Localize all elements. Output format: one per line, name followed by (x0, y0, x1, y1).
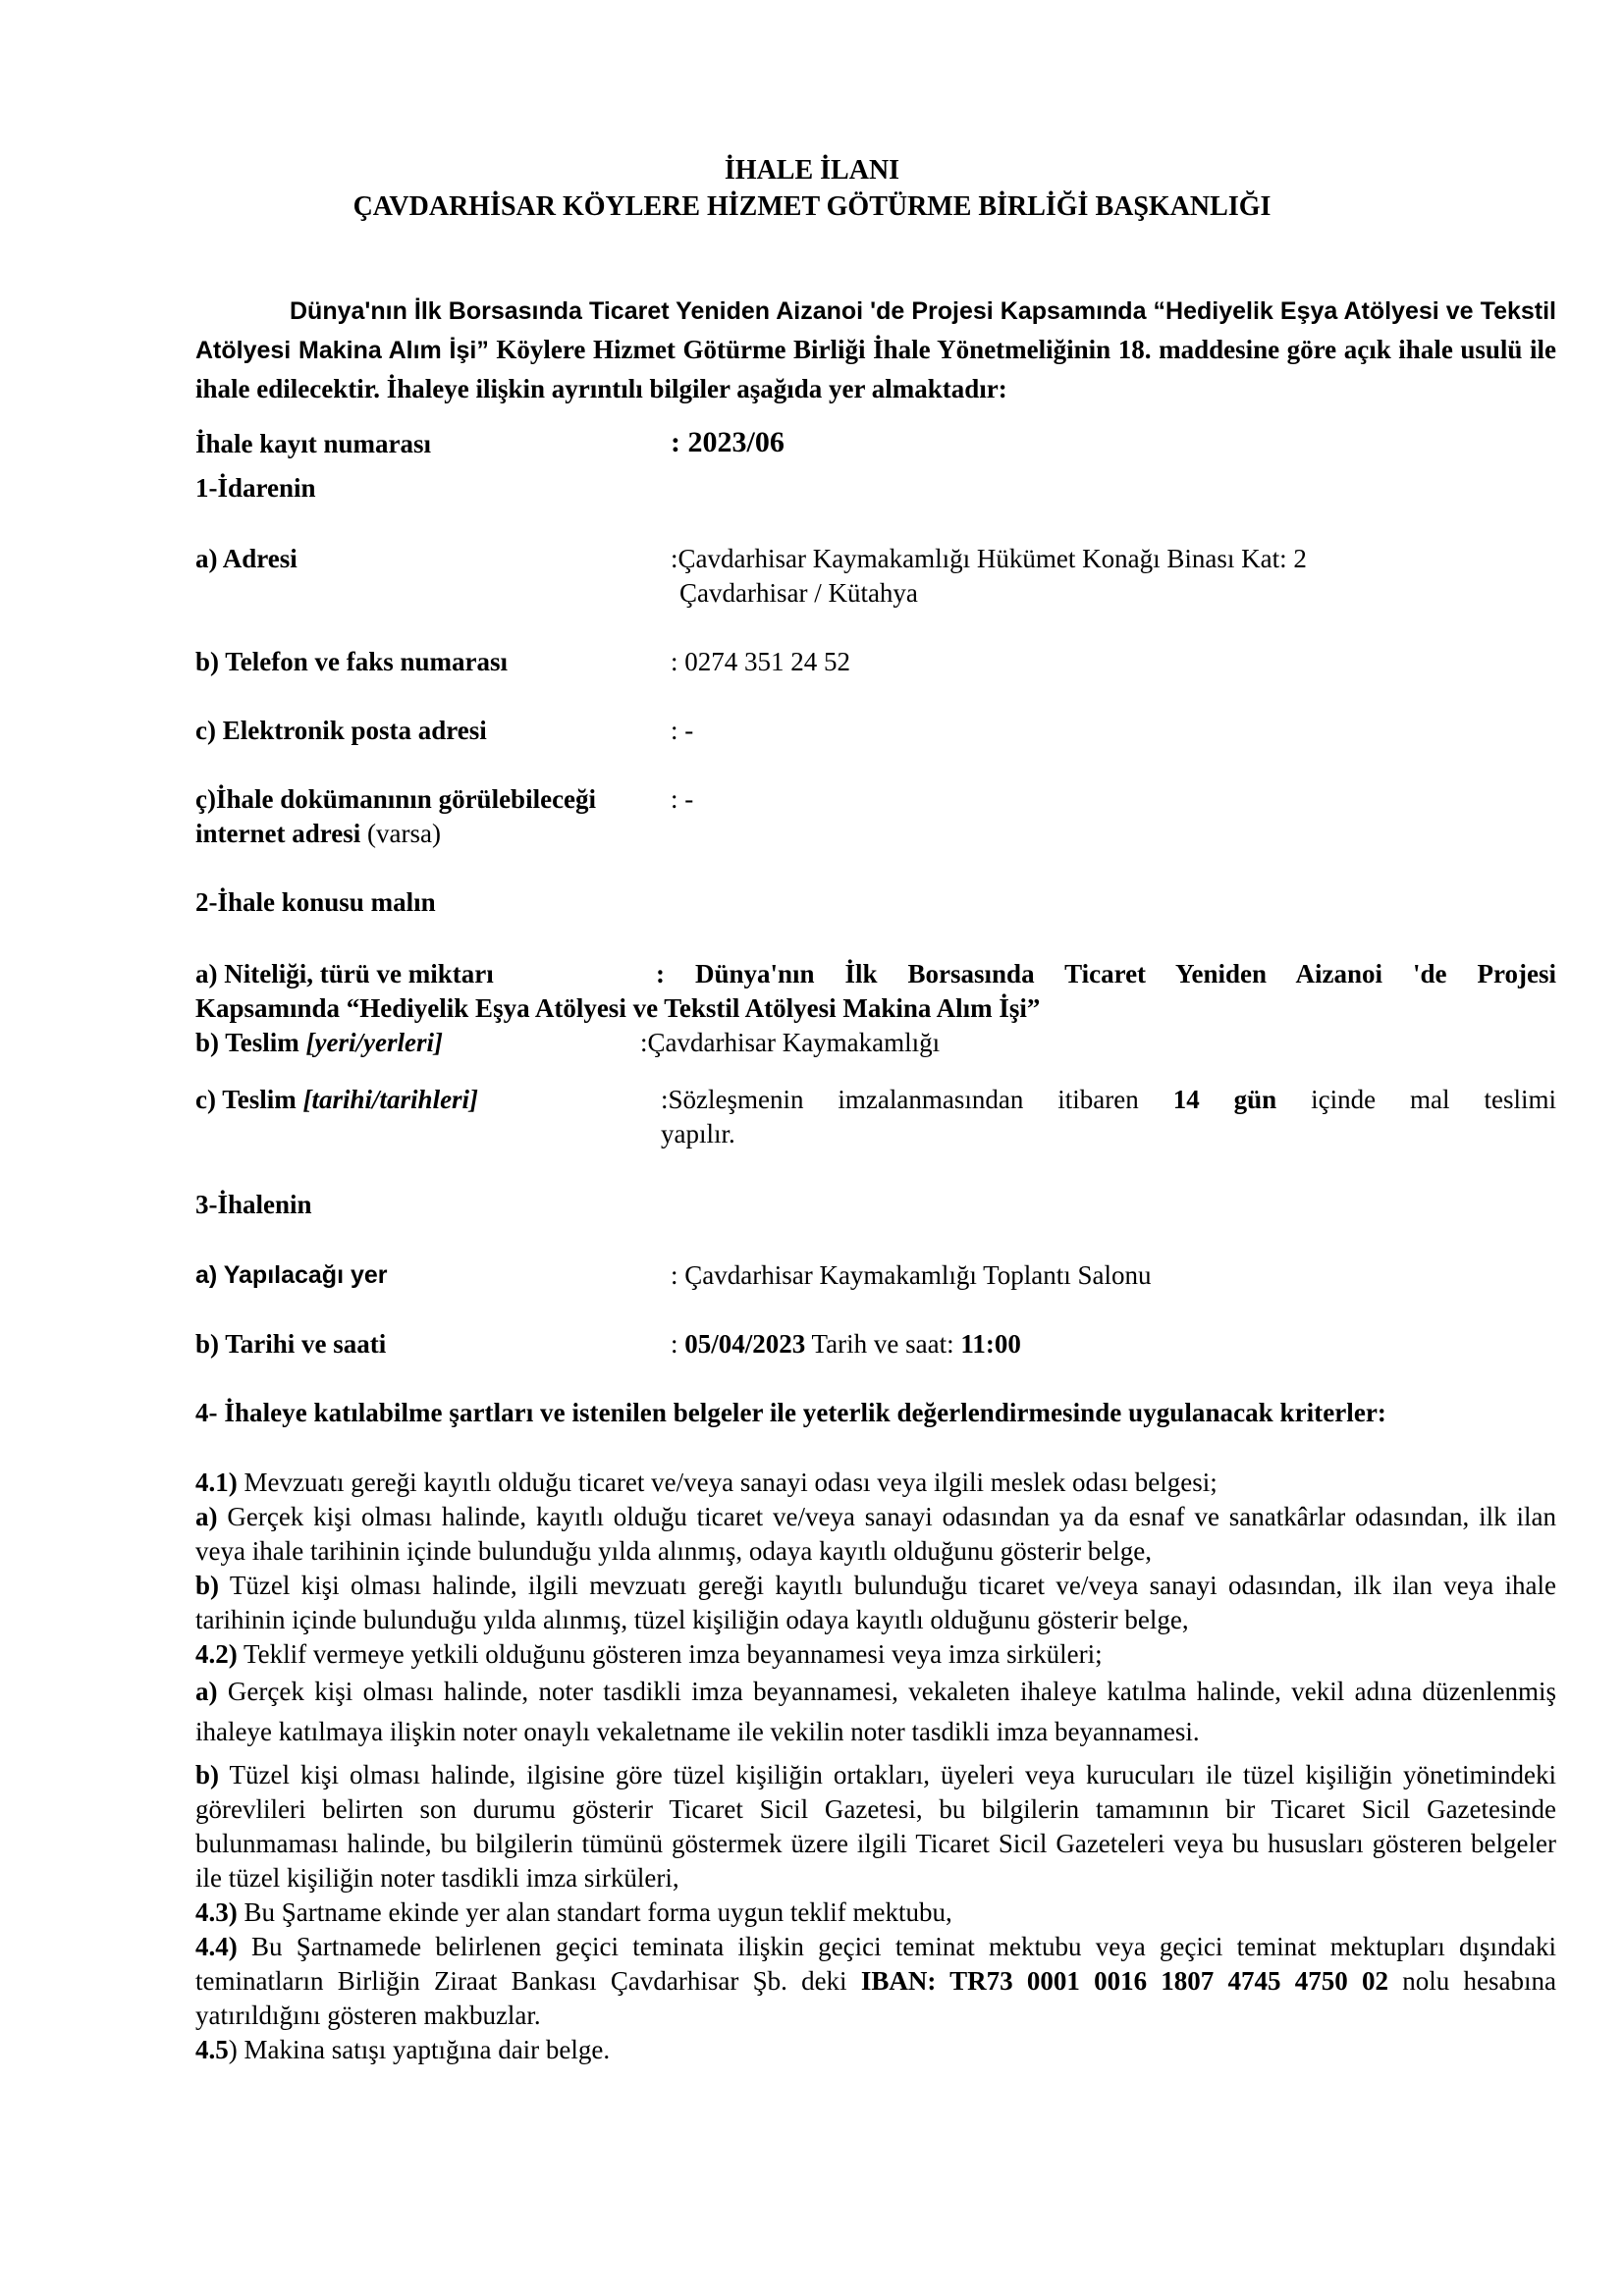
registration-value: : 2023/06 (671, 426, 785, 458)
intro-rest: Köylere Hizmet Götürme Birliği İhale Yönetmeliğinin 18. maddesine göre açık ihale usulü ile ihale edilecektir. İhaleye ilişkin ayrıntılı bilgiler aşağıda yer almaktadır: (195, 335, 1556, 403)
address-line2: Çavdarhisar / Kütahya (679, 578, 918, 608)
criteria-4-1-b (195, 1569, 1556, 1637)
section2-title: 2-İhale konusu malın (195, 887, 436, 917)
section3-title: 3-İhalenin (195, 1190, 312, 1219)
delivery-date-text-a: :Sözleşmenin imzalanmasından itibaren (661, 1085, 1173, 1114)
nature-value-line2: Kapsamında “Hediyelik Eşya Atölyesi ve Tekstil Atölyesi Makina Alım İşi” (195, 993, 1041, 1023)
internet-label-line1: ç)İhale dokümanının görülebileceği (195, 784, 597, 814)
item-text: Tüzel kişi olması halinde, ilgili mevzuatı gereği kayıtlı bulunduğu ticaret ve/veya sanayi odasından, ilk ilan veya ihale tarihinin içinde bulunduğu yılda alınmış, tüzel kişiliğin odaya kayıtlı olduğunu gösterir belge, (195, 1571, 1556, 1634)
phone-label: b) Telefon ve faks numarası (195, 647, 509, 676)
criteria-4-3 (195, 1896, 1556, 1930)
datetime-mid: Tarih ve saat: (805, 1329, 961, 1359)
tender-time: 11:00 (960, 1329, 1021, 1359)
internet-label-text: internet adresi (195, 819, 361, 848)
item-number: 4.4) (195, 1932, 238, 1961)
intro-paragraph (195, 292, 1556, 408)
internet-label-line2 (195, 817, 441, 851)
delivery-place-label-italic: [yeri/yerleri] (305, 1028, 443, 1057)
nature-value-line1: : Dünya'nın İlk Borsasında Ticaret Yeniden Aizanoi 'de Projesi (656, 959, 1556, 988)
delivery-place-value: :Çavdarhisar Kaymakamlığı (640, 1028, 941, 1057)
email-label: c) Elektronik posta adresi (195, 716, 487, 745)
item-number: a) (195, 1677, 218, 1706)
address-label: a) Adresi (195, 544, 298, 573)
section1-title: 1-İdarenin (195, 473, 316, 503)
venue-label: a) Yapılacağı yer (195, 1261, 388, 1289)
datetime-value (671, 1327, 1021, 1362)
tender-date: 05/04/2023 (684, 1329, 806, 1359)
item-text: Teklif vermeye yetkili olduğunu gösteren imza beyannamesi veya imza sirküleri; (237, 1639, 1103, 1669)
item-text-tail: nolu hesabına yatırıldığını gösteren makbuzlar. (195, 1966, 1556, 2030)
item-number: 4.1) (195, 1468, 238, 1497)
item-text: Bu Şartnamede belirlenen geçici teminata ilişkin geçici teminat mektubu veya geçici teminat mektupları dışındaki teminatların Birliğin Ziraat Bankası Çavdarhisar Şb. deki (195, 1932, 1556, 1996)
item-text: Tüzel kişi olması halinde, ilgisine göre tüzel kişiliğin ortakları, üyeleri veya kurucuları ile tüzel kişiliğin yönetimindeki görevlileri belirten son durumu gösterir Ticaret Sicil Gazetesi, bu bilgilerin tamamının bir Ticaret Sicil Gazetesinde bulunmaması halinde, bu bilgilerin tümünü göstermek üzere ilgili Ticaret Sicil Gazeteleri veya bu hususları gösteren belgeler ile tüzel kişiliğin noter tasdikli imza sirküleri, (195, 1760, 1556, 1893)
delivery-days: 14 gün (1172, 1085, 1277, 1114)
item-number: 4.2) (195, 1639, 238, 1669)
item-text: Bu Şartname ekinde yer alan standart forma uygun teklif mektubu, (237, 1897, 952, 1927)
item-text: Mevzuatı gereği kayıtlı olduğu ticaret ve/veya sanayi odası veya ilgili meslek odası belgesi; (237, 1468, 1218, 1497)
delivery-date-label-text: c) Teslim (195, 1085, 303, 1114)
address-line1: :Çavdarhisar Kaymakamlığı Hükümet Konağı Binası Kat: 2 (671, 544, 1307, 573)
datetime-label: b) Tarihi ve saati (195, 1329, 387, 1359)
criteria-4-2 (195, 1637, 1556, 1672)
item-number: 4.3) (195, 1897, 238, 1927)
datetime-prefix: : (671, 1329, 685, 1359)
criteria-4-1-a (195, 1500, 1556, 1569)
item-text: ) Makina satışı yaptığına dair belge. (228, 2035, 611, 2064)
criteria-4-1 (195, 1466, 1556, 1500)
delivery-date-label-italic: [tarihi/tarihleri] (302, 1085, 479, 1114)
item-number: a) (195, 1502, 218, 1531)
document-title: İHALE İLANI (724, 155, 900, 186)
delivery-date-value-line2: yapılır. (661, 1119, 735, 1148)
intro-project-name: Dünya'nın İlk Borsasında Ticaret Yeniden Aizanoi 'de Projesi Kapsamında “Hediyelik Eşya Atölyesi ve Tekstil Atölyesi Makina Alım İşi” (195, 297, 1556, 364)
item-number: b) (195, 1760, 220, 1789)
delivery-date-value-line1 (661, 1083, 1556, 1117)
phone-value: : 0274 351 24 52 (671, 647, 851, 676)
venue-value: : Çavdarhisar Kaymakamlığı Toplantı Salonu (671, 1260, 1152, 1290)
delivery-date-text-c: içinde mal teslimi (1276, 1085, 1556, 1114)
item-text: Gerçek kişi olması halinde, noter tasdikli imza beyannamesi, vekaleten ihaleye katılma halinde, vekil adına düzenlenmiş ihaleye katılmaya ilişkin noter onaylı vekaletname ile vekilin noter tasdikli imza beyannamesi. (195, 1677, 1556, 1746)
criteria-4-2-b (195, 1758, 1556, 1896)
internet-value: : - (671, 784, 694, 814)
delivery-date-label (195, 1083, 478, 1117)
criteria-4-2-a (195, 1672, 1556, 1752)
institution-title: ÇAVDARHİSAR KÖYLERE HİZMET GÖTÜRME BİRLİĞİ BAŞKANLIĞI (352, 191, 1272, 222)
item-number: 4.5 (195, 2035, 229, 2064)
section4-body (195, 1466, 1556, 2067)
nature-label: a) Niteliği, türü ve miktarı (195, 959, 494, 988)
section4-title: 4- İhaleye katılabilme şartları ve istenilen belgeler ile yeterlik değerlendirmesinde uygulanacak kriterler: (195, 1398, 1386, 1427)
item-number: b) (195, 1571, 220, 1600)
delivery-place-label (195, 1026, 443, 1060)
registration-label: İhale kayıt numarası (195, 429, 432, 458)
email-value: : - (671, 716, 694, 745)
internet-label-suffix: (varsa) (360, 819, 441, 848)
criteria-4-4 (195, 1930, 1556, 2033)
item-text: Gerçek kişi olması halinde, kayıtlı olduğu ticaret ve/veya sanayi odasından ya da esnaf ve sanatkârlar odasından, ilk ilan veya ihale tarihinin içinde bulunduğu yılda alınmış, odaya kayıtlı olduğunu gösterir belge, (195, 1502, 1556, 1566)
delivery-place-label-text: b) Teslim (195, 1028, 306, 1057)
iban-number: IBAN: TR73 0001 0016 1807 4745 4750 02 (860, 1966, 1389, 1996)
criteria-4-5 (195, 2033, 1556, 2067)
